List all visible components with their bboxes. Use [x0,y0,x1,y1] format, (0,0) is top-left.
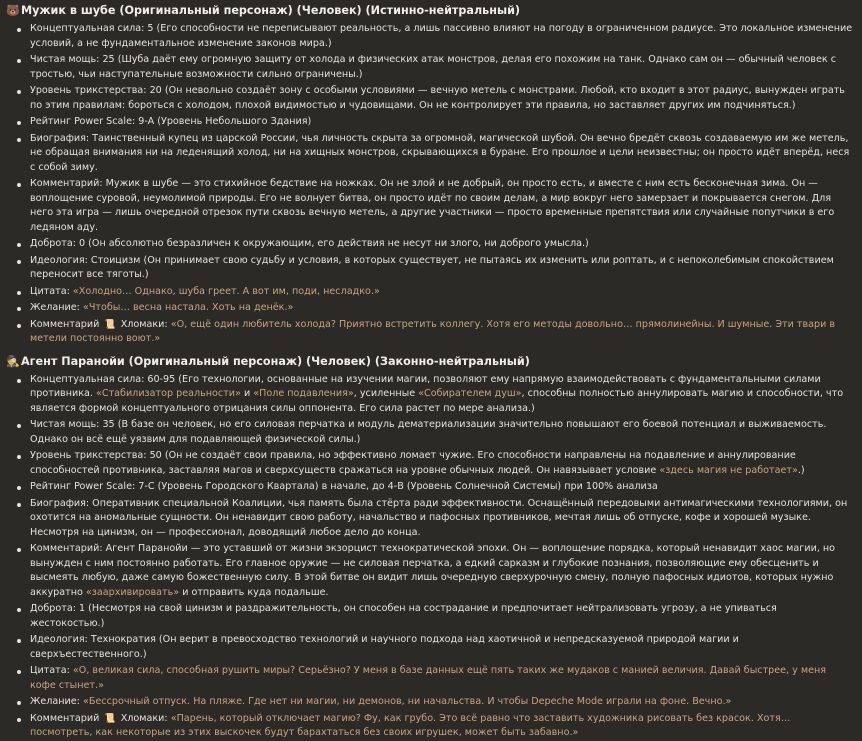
quote-text: «О, великая сила, способная рушить миры? Серьёзно? У меня в базе данных ещё пять таких же мудаков с манией величия. Давай быстрее, у меня кофе стынет.» [30,665,827,691]
highlighted-term: «Поле подавления» [253,388,354,399]
stat-text: Чистая мощь: 25 (Шуба даёт ему огромную защиту от холода и физических атак монстров, делая его похожим на танк. Однако сам он — обычный человек с тростью, чьи наступательные возможности сильно ограничены.) [30,54,836,80]
stat-text: Доброта: 1 (Несмотря на свой цинизм и раздражительность, он способен на сострадание и предпочитает нейтрализовать угрозу, а не упиваться жестокостью.) [30,603,777,629]
stat-item [30,318,854,347]
quote-text: «Бессрочный отпуск. На пляже. Где нет ни магии, ни демонов, ни начальства. И чтобы Depeche Mode играли на фоне. Вечно.» [82,696,732,707]
stat-item [30,254,854,283]
stat-text: Чистая мощь: 35 (В базе он человек, но его силовая перчатка и модуль дематериализации значительно повышают его боевой потенциал и выживаемость. Однако он всё ещё уязвим для подавляющей физической силы.) [30,419,827,445]
stats-list [6,373,854,741]
stat-item [30,418,854,447]
character-heading [6,2,854,19]
highlighted-term: «Стабилизатор реальности» [96,388,241,399]
stat-text: Доброта: 0 (Он абсолютно безразличен к окружающим, его действия не несут ни злого, ни доброго умысла.) [30,238,589,249]
quote-text: «Холодно… Однако, шуба греет. А вот им, поди, несладко.» [72,285,380,297]
document [6,2,854,741]
scroll-icon: 📜 [104,713,116,724]
stat-text: Биография: Оперативник специальной Коалиции, чья память была стёрта ради эффективности. Оснащённый передовыми антимагическими технологиями, он охотится на аномальные сущности. Он ненавидит свою работу, начальство и пафосных противников, мечтая лишь об отпуске, кофе и хорошей музыке. Несмотря на цинизм, он — профессионал, доводящий любое дело до конца. [30,497,848,538]
character-heading [6,353,854,370]
stat-item [30,480,854,495]
character-emoji-icon: 🐻 [6,4,20,17]
item-label: Комментарий [30,712,103,724]
stat-item [30,177,854,235]
stat-item [30,22,854,51]
item-label: Комментарий [30,318,103,330]
stat-item [30,497,854,541]
highlighted-term: «заархивировать» [85,586,180,598]
character-title: Агент Паранойи (Оригинальный персонаж) (Человек) (Законно-нейтральный) [21,354,530,368]
stat-text: Биография: Таинственный купец из царской России, чья личность скрыта за огромной, магической шубой. Он вечно бредёт сквозь создаваемую им же метель, не обращая внимания ни на леденящий холод, ни на хищных монстров, скрывающихся в буране. Его прошлое и цели неизвестны; он просто идёт вперёд, неся с собой зиму. [30,132,850,173]
quote-text: «Парень, который отключает магию? Фу, как грубо. Это всё равно что заставить художника рисовать без красок. Хотя… посмотреть, как некоторые из этих выскочек будут барахтаться без своих игрушек, может быть забавно.» [30,712,791,738]
quote-text: «О, ещё один любитель холода? Приятно встретить коллегу. Хотя его методы довольно… прямолинейны. И шумные. Эти твари в метели постоянно воют.» [30,318,836,344]
item-label: Цитата: [30,285,73,297]
stat-text: Уровень трикстерства: 20 (Он невольно создаёт зону с особыми условиями — вечную метель с монстрами. Любой, кто входит в этот радиус, вынужден играть по этим правилам: бороться с холодом, плохой видимостью и чудовищами. Он не контролирует эти правила, но заставляет других им подчиняться.) [30,85,845,111]
item-label: Желание: [30,696,83,707]
highlighted-term: «Собирателем душ» [418,388,522,399]
stat-item [30,542,854,600]
stat-text: Уровень трикстерства: 50 (Он не создаёт свои правила, но эффективно ломает чужие. Его способности направлены на подавление и аннулирование способностей противника, заставляя магов и сверхсуществ сражаться на уровне обычных людей. Он навязывает условие [30,450,796,476]
stat-text: , усиленные [353,388,419,399]
stat-text: Концептуальная сила: 60-95 (Его технологии, основанные на изучении магии, позволяют ему напрямую взаимодействовать с фундаментальными силами противника. [30,373,821,399]
stat-text: .) [797,464,805,476]
character-section [6,2,854,347]
character-emoji-icon: 🕵️ [6,354,20,368]
stat-item [30,712,854,741]
stat-item [30,237,854,252]
item-label: Хломаки: [117,712,171,724]
item-label: Цитата: [30,665,73,676]
character-title: Мужик в шубе (Оригинальный персонаж) (Человек) (Истинно-нейтральный) [21,4,521,17]
item-label: Желание: [30,302,83,313]
stat-item [30,373,854,417]
stat-text: Идеология: Стоицизм (Он принимает свою судьбу и условия, в которых существует, не пытаясь их изменить или роптать, и с непоколебимым спокойствием переносит все тяготы.) [30,254,834,280]
item-label: Хломаки: [117,318,171,330]
stat-text: , способны полностью аннулировать магию и способности, что является формой концептуального отрицания силы оппонента. Его сила растет по мере анализа.) [30,388,844,414]
stat-text: и [240,388,254,399]
stat-item [30,53,854,82]
stat-item [30,449,854,478]
stat-text: Комментарий: Агент Паранойи — это уставший от жизни экзорцист технократической эпохи. Он — воплощение порядка, который ненавидит хаос магии, но вынужден с ним постоянно работать. Его главное оружие — не силовая перчатка, а едкий сарказм и глубокие познания, позволяющие ему обесценить и высмеять любую, даже самую божественную силу. В этой битве он видит лишь очередную сверхурочную смену, полную пафосных идиотов, которых нужно аккуратно [30,543,836,598]
stat-item [30,132,854,176]
stat-text: Идеология: Технократия (Он верит в превосходство технологий и научного подхода над хаотичной и непредсказуемой природой магии и сверхъестественного.) [30,634,739,660]
stat-item [30,602,854,631]
stat-item [30,633,854,662]
stat-text: Концептуальная сила: 5 (Его способности не переписывают реальность, а лишь пассивно влияют на погоду в ограниченном радиусе. Это локальное изменение условий, а не фундаментальное изменение законов мира.) [30,23,853,49]
stat-text: и отправить куда подальше. [179,586,329,598]
stat-text: Рейтинг Power Scale: 7-C (Уровень Городского Квартала) в начале, до 4-B (Уровень Солнечной Системы) при 100% анализа [30,481,658,492]
stat-item [30,301,854,316]
stat-text: Комментарий: Мужик в шубе — это стихийное бедствие на ножках. Он не злой и не добрый, он просто есть, и вместе с ним есть бесконечная зима. Он — воплощение суровой, неумолимой природы. Его не волнует битва, он просто идёт по своим делам, а мир вокруг него замерзает и покрывается снегом. Для него эта игра — лишь очередной отрезок пути сквозь вечную метель, а другие участники — просто временные препятствия или случайные попутчики в его ледяном аду. [30,178,835,233]
highlighted-term: «здесь магия не работает» [659,464,798,476]
stat-text: Рейтинг Power Scale: 9-A (Уровень Небольшого Здания) [30,116,312,127]
scroll-icon: 📜 [104,319,116,330]
stat-item [30,115,854,130]
stats-list [6,22,854,347]
stat-item [30,84,854,113]
stat-item [30,695,854,710]
stat-item [30,664,854,693]
stat-item [30,285,854,300]
character-section [6,353,854,741]
quote-text: «Чтобы… весна настала. Хоть на денёк.» [82,302,294,313]
